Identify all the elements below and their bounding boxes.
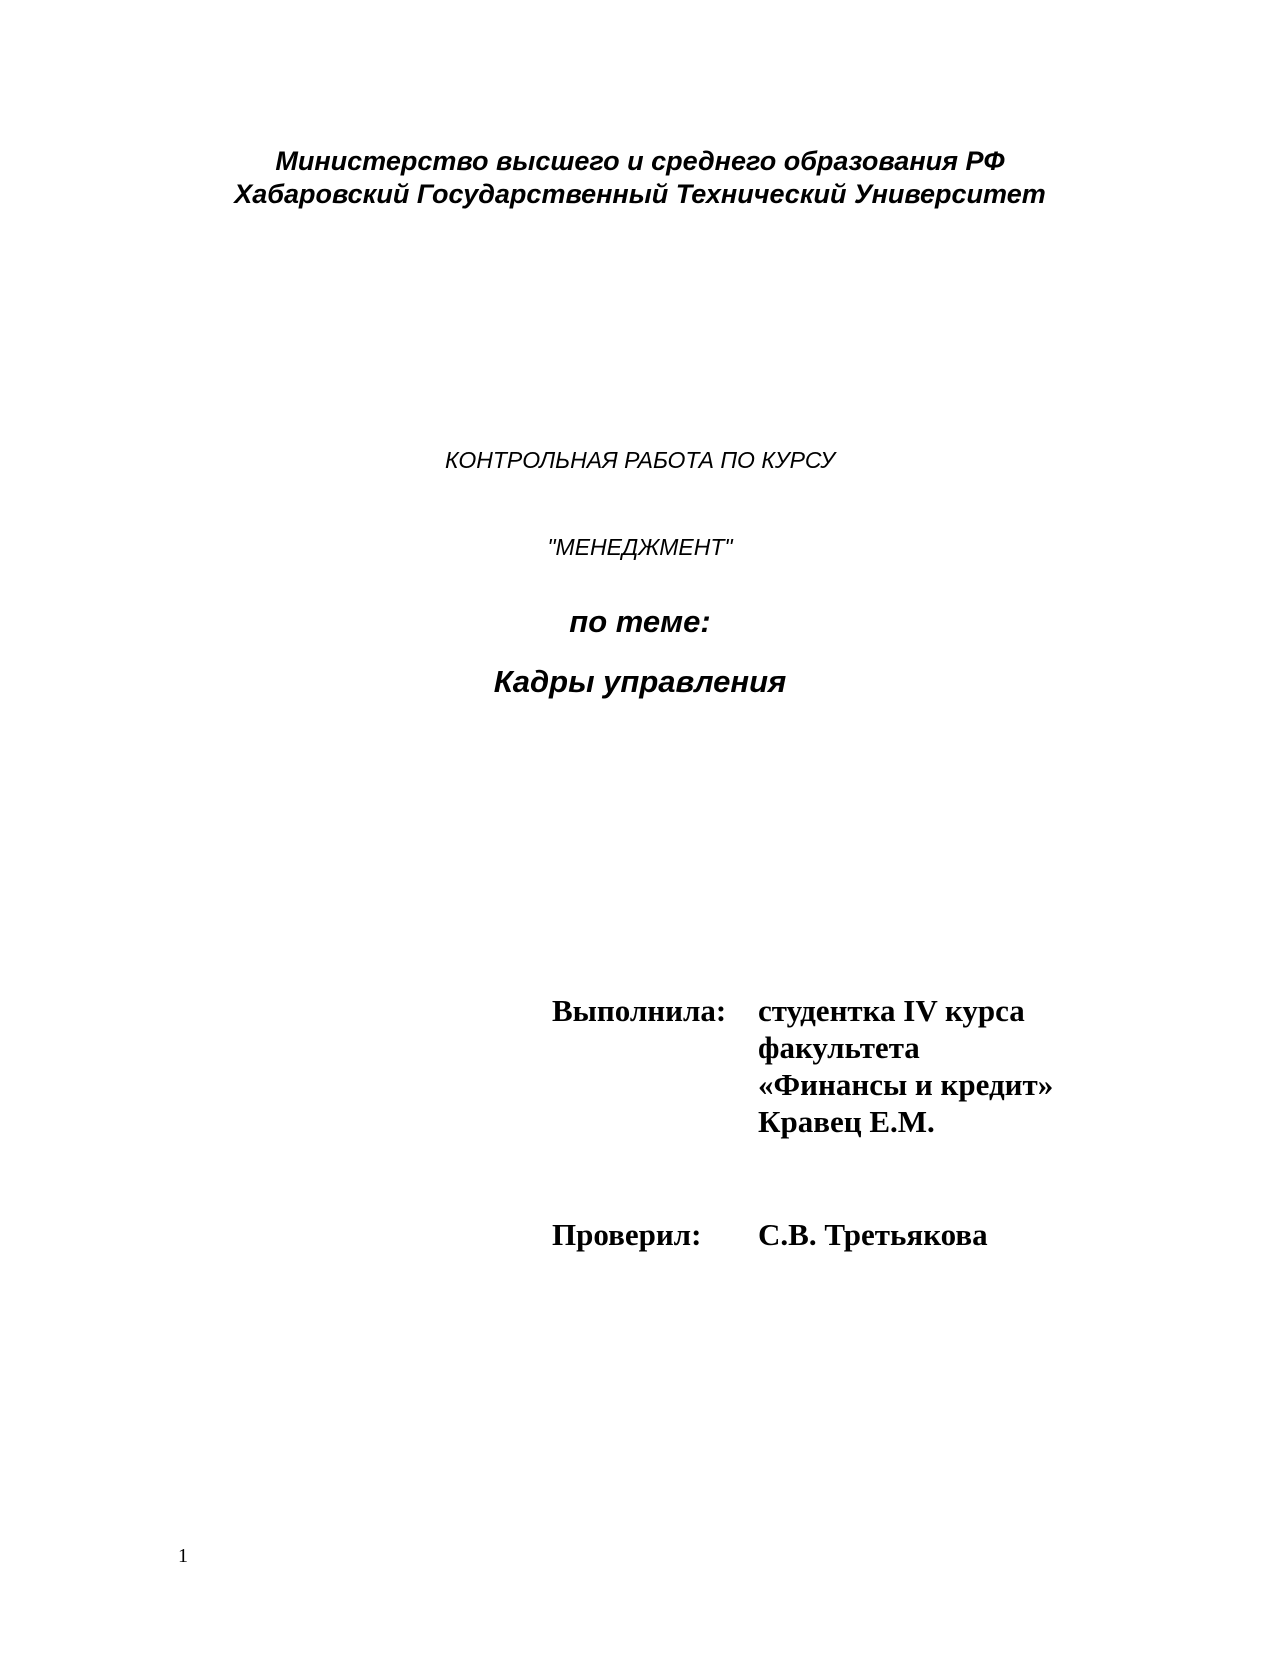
ministry-name: Министерство высшего и среднего образования РФ xyxy=(275,146,1005,176)
university-name: Хабаровский Государственный Технический Университет xyxy=(234,179,1046,209)
student-faculty-label: факультета xyxy=(758,1030,920,1065)
student-course: студентка IV курса xyxy=(758,993,1025,1028)
student-name: Кравец Е.М. xyxy=(758,1104,935,1139)
checked-label: Проверил: xyxy=(552,1217,702,1252)
topic-label: по теме: xyxy=(569,604,711,639)
page-number: 1 xyxy=(178,1545,188,1567)
topic-title: Кадры управления xyxy=(493,664,787,699)
performed-label: Выполнила: xyxy=(552,993,727,1028)
performed-by-details xyxy=(758,992,1053,1140)
work-type-label: КОНТРОЛЬНАЯ РАБОТА ПО КУРСУ xyxy=(445,447,835,473)
course-name: "МЕНЕДЖМЕНТ" xyxy=(547,534,733,560)
student-faculty-name: «Финансы и кредит» xyxy=(758,1067,1054,1102)
checker-name: С.В. Третьякова xyxy=(758,1217,988,1252)
title-header xyxy=(0,145,1280,211)
